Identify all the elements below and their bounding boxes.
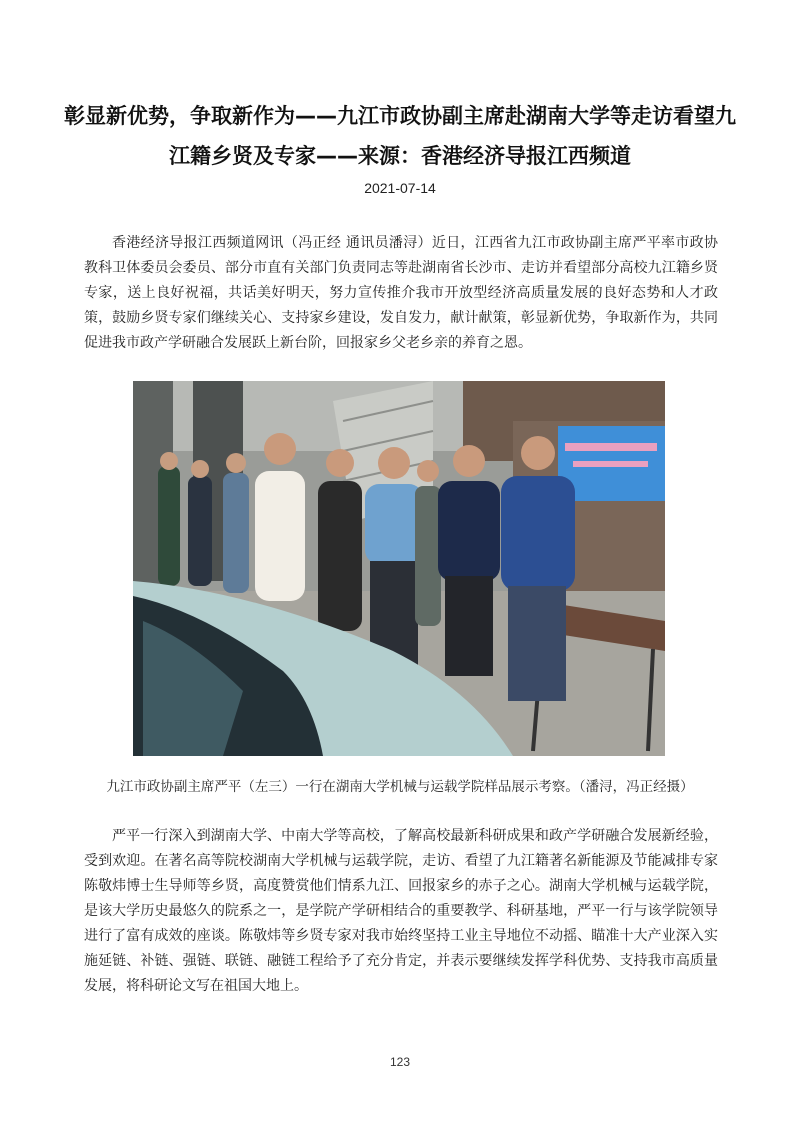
article-title: 彰显新优势，争取新作为——九江市政协副主席赴湖南大学等走访看望九江籍乡贤及专家——来源：香港经济导报江西频道: [64, 104, 736, 168]
article-date: 2021-07-14: [364, 180, 436, 196]
article-photo: [133, 381, 665, 756]
photo-caption: 九江市政协副主席严平（左三）一行在湖南大学机械与运载学院样品展示考察。（潘浔，冯正经摄）: [106, 779, 694, 795]
paragraph-2: 严平一行深入到湖南大学、中南大学等高校，了解高校最新科研成果和政产学研融合发展新经验，受到欢迎。在著名高等院校湖南大学机械与运载学院，走访、看望了九江籍著名新能源及节能减排专家陈敬炜博士生导师等乡贤，高度赞赏他们情系九江、回报家乡的赤子之心。湖南大学机械与运载学院，是该大学历史最悠久的院系之一，是学院产学研相结合的重要教学、科研基地，严平一行与该学院领导进行了富有成效的座谈。陈敬炜等乡贤专家对我市始终坚持工业主导地位不动摇、瞄准十大产业深入实施延链、补链、强链、联链、融链工程给予了充分肯定，并表示要继续发挥学科优势、支持我市高质量发展，将科研论文写在祖国大地上。: [84, 828, 718, 994]
page-number: 123: [389, 1055, 411, 1069]
paragraph-1: 香港经济导报江西频道网讯（冯正经 通讯员潘浔）近日，江西省九江市政协副主席严平率市政协教科卫体委员会委员、部分市直有关部门负责同志等赴湖南省长沙市、走访并看望部分高校九江籍乡贤专家，送上良好祝福，共话美好明天，努力宣传推介我市开放型经济高质量发展的良好态势和人才政策，鼓励乡贤专家们继续关心、支持家乡建设，发自发力，献计献策，彰显新优势，争取新作为，共同促进我市政产学研融合发展跃上新台阶，回报家乡父老乡亲的养育之恩。: [84, 235, 718, 351]
